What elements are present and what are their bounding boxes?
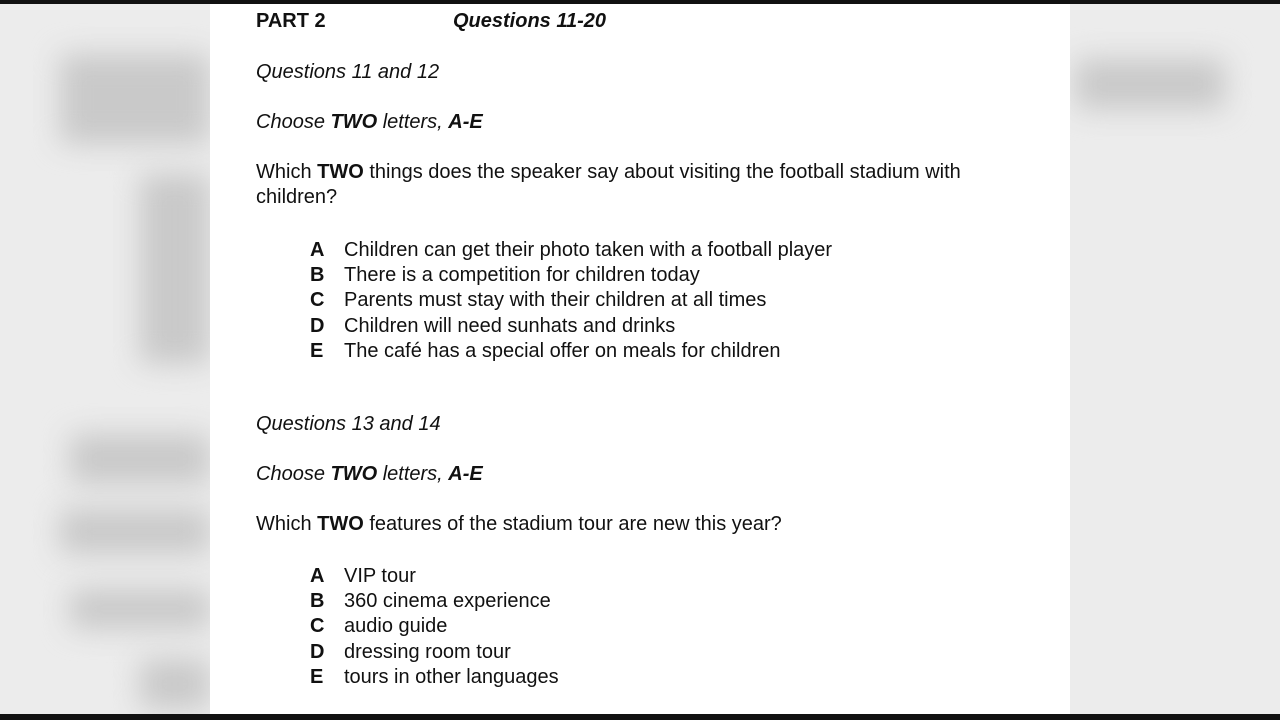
blurred-background (1075, 59, 1225, 109)
instruction-emphasis: A-E (448, 463, 483, 485)
question-text (256, 512, 782, 537)
option-letter: A (310, 565, 325, 587)
option-text: audio guide (344, 615, 448, 638)
instruction-text: letters, (377, 463, 449, 485)
option-letter: D (310, 314, 325, 337)
option-item (310, 238, 832, 263)
option-item (310, 640, 559, 665)
instruction-emphasis: A-E (448, 111, 483, 133)
option-item (310, 339, 832, 364)
section-instruction (256, 110, 483, 135)
question-part: Which (256, 513, 318, 535)
option-letter: A (310, 239, 325, 261)
blurred-background (60, 54, 210, 144)
option-list (310, 564, 559, 690)
question-part: features of the stadium tour are new this year? (363, 513, 782, 535)
questions-range: Questions 11-20 (453, 10, 607, 32)
blurred-background (140, 659, 210, 709)
option-item (310, 589, 559, 614)
blurred-background (60, 509, 210, 554)
section-instruction (256, 462, 483, 487)
section-subheading: Questions 13 and 14 (256, 413, 441, 435)
question-part: Which (256, 161, 318, 183)
option-item (310, 263, 832, 288)
part-label: PART 2 (256, 10, 326, 32)
instruction-emphasis: TWO (330, 463, 378, 485)
option-text: 360 cinema experience (344, 590, 551, 613)
option-text: The café has a special offer on meals for children (344, 339, 781, 362)
option-text: tours in other languages (344, 665, 559, 688)
option-text: Children will need sunhats and drinks (344, 314, 676, 337)
option-letter: E (310, 665, 324, 688)
option-item (310, 564, 559, 589)
option-letter: B (310, 590, 325, 613)
blurred-background (70, 434, 210, 484)
option-item (310, 314, 832, 339)
instruction-emphasis: TWO (330, 111, 378, 133)
question-emphasis: TWO (317, 161, 364, 183)
option-text: dressing room tour (344, 640, 511, 663)
option-letter: C (310, 289, 325, 312)
instruction-text: letters, (377, 111, 449, 133)
instruction-text: Choose (256, 463, 331, 485)
section-subheading: Questions 11 and 12 (256, 61, 440, 83)
instruction-text: Choose (256, 111, 331, 133)
blurred-background (70, 589, 210, 629)
blurred-background (140, 174, 210, 364)
document-page (210, 4, 1070, 714)
option-text: Parents must stay with their children at all times (344, 289, 767, 312)
option-letter: B (310, 264, 325, 287)
option-letter: D (310, 640, 325, 663)
option-text: VIP tour (344, 565, 416, 587)
question-part: things does the speaker say about visiting the football stadium with children? (256, 161, 961, 208)
option-letter: C (310, 615, 325, 638)
option-item (310, 614, 559, 639)
option-text: There is a competition for children today (344, 264, 700, 287)
video-frame (0, 4, 1280, 714)
question-text (256, 160, 1046, 210)
question-emphasis: TWO (317, 513, 364, 535)
option-item (310, 665, 559, 690)
option-item (310, 288, 832, 313)
option-list (310, 238, 832, 364)
option-letter: E (310, 339, 324, 362)
option-text: Children can get their photo taken with a football player (344, 239, 833, 261)
